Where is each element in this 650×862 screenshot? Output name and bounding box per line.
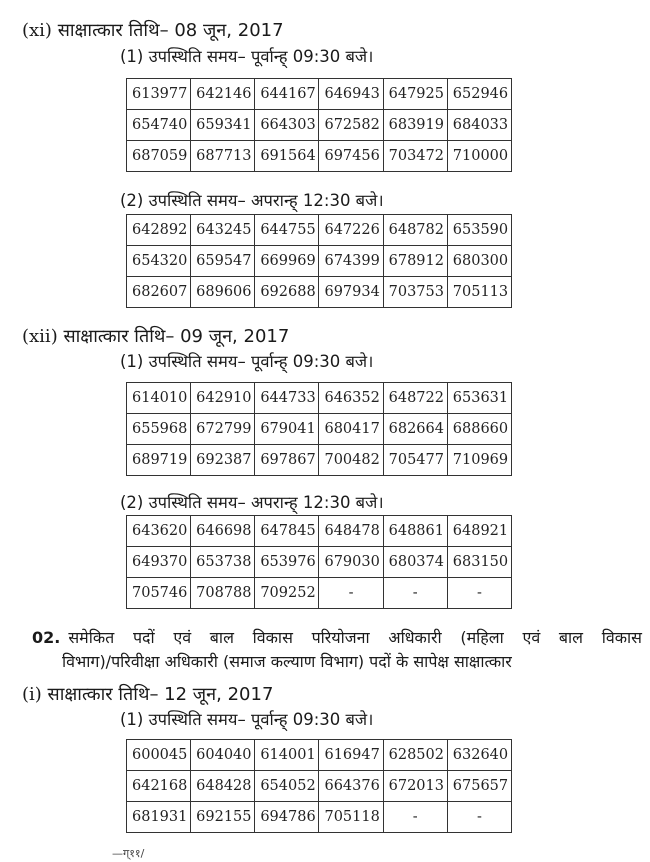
table-row: [127, 277, 512, 308]
roll-number-cell: 675657: [447, 771, 511, 802]
roll-number-cell: 654052: [255, 771, 319, 802]
roll-number-cell: 678912: [383, 246, 447, 277]
roll-number-cell: 648921: [447, 516, 511, 547]
roll-number-table: [126, 78, 512, 172]
roll-number-cell: 647845: [255, 516, 319, 547]
roll-number-cell: 710969: [447, 445, 511, 476]
roll-number-cell: 653590: [447, 215, 511, 246]
roll-number-cell: 600045: [127, 740, 191, 771]
roll-number-cell: 616947: [319, 740, 383, 771]
roll-number-cell: 708788: [191, 578, 255, 609]
roll-number-cell: 683150: [447, 547, 511, 578]
table-row: [127, 802, 512, 833]
roll-number-cell: 648861: [383, 516, 447, 547]
roll-number-cell: 659341: [191, 110, 255, 141]
roll-number-cell: 642146: [191, 79, 255, 110]
table-row: [127, 383, 512, 414]
roll-number-cell: 614001: [255, 740, 319, 771]
roll-number-cell: 703472: [383, 141, 447, 172]
session-heading: (1) उपस्थिति समय– पूर्वान्ह् 09:30 बजे।: [120, 710, 374, 729]
roll-number-cell: 664303: [255, 110, 319, 141]
table-row: [127, 141, 512, 172]
roll-number-cell: 653738: [191, 547, 255, 578]
roll-number-cell: 691564: [255, 141, 319, 172]
table-row: [127, 547, 512, 578]
roll-number-cell: 683919: [383, 110, 447, 141]
session-heading: (2) उपस्थिति समय– अपरान्ह् 12:30 बजे।: [120, 191, 384, 210]
roll-number-cell: 710000: [447, 141, 511, 172]
roll-number-table: [126, 214, 512, 308]
roll-number-cell: 628502: [383, 740, 447, 771]
roll-number-table: [126, 739, 512, 833]
roll-number-cell: 643620: [127, 516, 191, 547]
interview-date: साक्षात्कार तिथि– 08 जून, 2017: [57, 20, 284, 41]
roll-number-cell: 614010: [127, 383, 191, 414]
roll-number-cell: 632640: [447, 740, 511, 771]
roll-number-cell: 642168: [127, 771, 191, 802]
table-row: [127, 516, 512, 547]
roll-number-cell: 705113: [447, 277, 511, 308]
roll-number-cell: 643245: [191, 215, 255, 246]
roll-number-table: [126, 382, 512, 476]
roll-number-cell: 644755: [255, 215, 319, 246]
roll-number-cell: 689719: [127, 445, 191, 476]
roll-number-cell: 655968: [127, 414, 191, 445]
roll-number-cell: 684033: [447, 110, 511, 141]
roll-number-cell: 654740: [127, 110, 191, 141]
section-label: (i): [22, 684, 42, 705]
roll-number-table: [126, 515, 512, 609]
roll-number-cell: 672582: [319, 110, 383, 141]
roll-number-cell: -: [447, 578, 511, 609]
page-mark: —ग्११/: [112, 847, 145, 860]
table-row: [127, 578, 512, 609]
table-row: [127, 215, 512, 246]
table-row: [127, 445, 512, 476]
roll-number-cell: 646352: [319, 383, 383, 414]
roll-number-cell: -: [447, 802, 511, 833]
session-heading: (1) उपस्थिति समय– पूर्वान्ह् 09:30 बजे।: [120, 352, 374, 371]
roll-number-cell: 688660: [447, 414, 511, 445]
roll-number-cell: 705118: [319, 802, 383, 833]
roll-number-cell: 705746: [127, 578, 191, 609]
table-row: [127, 110, 512, 141]
roll-number-cell: -: [383, 802, 447, 833]
roll-number-cell: 689606: [191, 277, 255, 308]
roll-number-cell: 697867: [255, 445, 319, 476]
roll-number-cell: 648782: [383, 215, 447, 246]
paragraph-line-2: विभाग)/परिवीक्षा अधिकारी (समाज कल्याण विभाग) पदों के सापेक्ष साक्षात्कार: [62, 652, 512, 671]
roll-number-cell: 682664: [383, 414, 447, 445]
section-02-paragraph: [32, 626, 642, 674]
roll-number-cell: 664376: [319, 771, 383, 802]
session-heading: (1) उपस्थिति समय– पूर्वान्ह् 09:30 बजे।: [120, 47, 374, 66]
roll-number-cell: 697934: [319, 277, 383, 308]
roll-number-cell: 681931: [127, 802, 191, 833]
paragraph-line-1: समेकित पदों एवं बाल विकास परियोजना अधिकारी (महिला एवं बाल विकास: [68, 628, 642, 647]
roll-number-cell: 646698: [191, 516, 255, 547]
roll-number-cell: 694786: [255, 802, 319, 833]
roll-number-cell: 697456: [319, 141, 383, 172]
roll-number-cell: 646943: [319, 79, 383, 110]
roll-number-cell: 649370: [127, 547, 191, 578]
table-row: [127, 414, 512, 445]
roll-number-cell: 647925: [383, 79, 447, 110]
interview-date: साक्षात्कार तिथि– 12 जून, 2017: [47, 684, 274, 705]
roll-number-cell: 692688: [255, 277, 319, 308]
roll-number-cell: 644733: [255, 383, 319, 414]
section-label: (xii): [22, 326, 58, 347]
roll-number-cell: 679041: [255, 414, 319, 445]
roll-number-cell: 659547: [191, 246, 255, 277]
roll-number-cell: 644167: [255, 79, 319, 110]
paragraph-number: 02.: [32, 628, 61, 647]
roll-number-cell: 703753: [383, 277, 447, 308]
roll-number-cell: 648428: [191, 771, 255, 802]
roll-number-cell: 682607: [127, 277, 191, 308]
section-label: (xi): [22, 20, 52, 41]
roll-number-cell: 674399: [319, 246, 383, 277]
table-row: [127, 771, 512, 802]
table-row: [127, 246, 512, 277]
table-row: [127, 740, 512, 771]
roll-number-cell: 652946: [447, 79, 511, 110]
roll-number-cell: 647226: [319, 215, 383, 246]
roll-number-cell: 680300: [447, 246, 511, 277]
roll-number-cell: 672013: [383, 771, 447, 802]
roll-number-cell: 687713: [191, 141, 255, 172]
roll-number-cell: 669969: [255, 246, 319, 277]
roll-number-cell: 680374: [383, 547, 447, 578]
session-heading: (2) उपस्थिति समय– अपरान्ह् 12:30 बजे।: [120, 493, 384, 512]
roll-number-cell: 679030: [319, 547, 383, 578]
interview-date-heading-xii: [22, 326, 289, 348]
table-row: [127, 79, 512, 110]
interview-date-heading-i: [22, 684, 273, 706]
roll-number-cell: 604040: [191, 740, 255, 771]
roll-number-cell: 648478: [319, 516, 383, 547]
roll-number-cell: 680417: [319, 414, 383, 445]
roll-number-cell: 654320: [127, 246, 191, 277]
roll-number-cell: 653631: [447, 383, 511, 414]
roll-number-cell: -: [319, 578, 383, 609]
roll-number-cell: -: [383, 578, 447, 609]
roll-number-cell: 653976: [255, 547, 319, 578]
roll-number-cell: 705477: [383, 445, 447, 476]
roll-number-cell: 648722: [383, 383, 447, 414]
roll-number-cell: 700482: [319, 445, 383, 476]
roll-number-cell: 692155: [191, 802, 255, 833]
roll-number-cell: 642910: [191, 383, 255, 414]
roll-number-cell: 709252: [255, 578, 319, 609]
roll-number-cell: 613977: [127, 79, 191, 110]
roll-number-cell: 687059: [127, 141, 191, 172]
roll-number-cell: 642892: [127, 215, 191, 246]
roll-number-cell: 692387: [191, 445, 255, 476]
roll-number-cell: 672799: [191, 414, 255, 445]
interview-date-heading-xi: [22, 20, 284, 42]
interview-date: साक्षात्कार तिथि– 09 जून, 2017: [63, 326, 290, 347]
